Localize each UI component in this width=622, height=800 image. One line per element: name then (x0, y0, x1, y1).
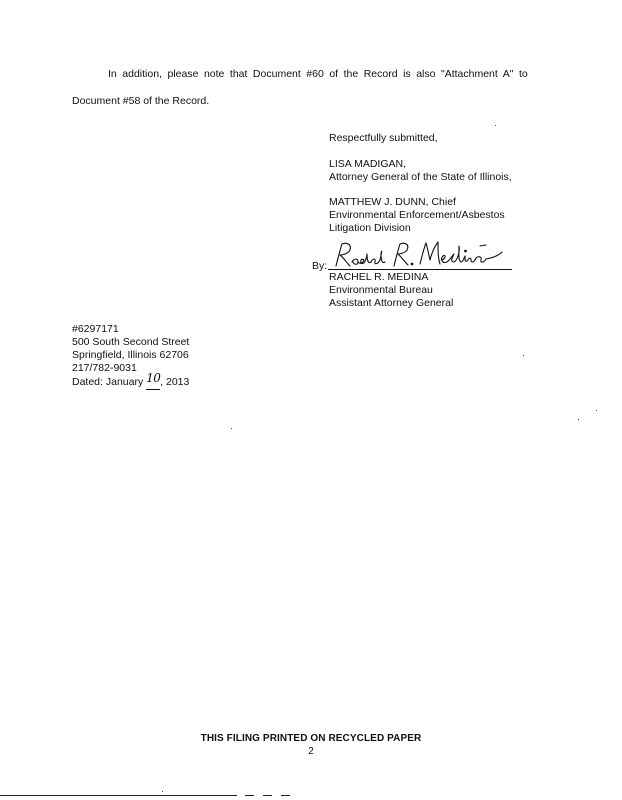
scan-speck (578, 419, 579, 420)
city-state-zip: Springfield, Illinois 62706 (72, 349, 189, 361)
chief-division-line-2: Litigation Division (329, 222, 411, 234)
signer-title: Assistant Attorney General (329, 297, 454, 309)
contact-block (72, 323, 189, 390)
attorney-general-name: LISA MADIGAN, (329, 158, 407, 170)
dated-line (72, 371, 190, 390)
body-paragraph-line-2: Document #58 of the Record. (72, 95, 210, 107)
scan-speck (162, 791, 163, 792)
chief-block (329, 196, 505, 235)
scan-speck (596, 410, 597, 411)
recycled-paper-notice: THIS FILING PRINTED ON RECYCLED PAPER (200, 733, 422, 744)
chief-division-line-1: Environmental Enforcement/Asbestos (329, 209, 505, 221)
chief-name: MATTHEW J. DUNN, Chief (329, 196, 456, 208)
scan-speck (523, 355, 524, 356)
dated-day: 10 (146, 375, 160, 390)
signer-name: RACHEL R. MEDINA (329, 271, 429, 283)
dated-year: , 2013 (160, 376, 190, 388)
page-number: 2 (308, 746, 314, 757)
bottom-dash (281, 795, 290, 796)
attorney-general-title: Attorney General of the State of Illinois, (329, 171, 512, 183)
bottom-dash (263, 795, 272, 796)
signer-bureau: Environmental Bureau (329, 284, 433, 296)
attorney-general-block (329, 158, 512, 184)
bar-number: #6297171 (72, 323, 119, 335)
scan-speck (231, 428, 232, 429)
scan-speck (495, 125, 496, 126)
signature-line (328, 269, 512, 270)
closing-text: Respectfully submitted, (329, 132, 438, 144)
phone-number: 217/782-9031 (72, 362, 137, 374)
street-address: 500 South Second Street (72, 336, 190, 348)
body-paragraph-line-1: In addition, please note that Document #60 of the Record is also "Attachment A" to (108, 68, 528, 80)
bottom-dash (245, 795, 254, 796)
dated-prefix: Dated: January (72, 376, 144, 388)
signer-block (329, 271, 453, 310)
by-label: By: (312, 260, 328, 272)
handwritten-signature (330, 240, 520, 272)
bottom-rule (0, 795, 237, 796)
